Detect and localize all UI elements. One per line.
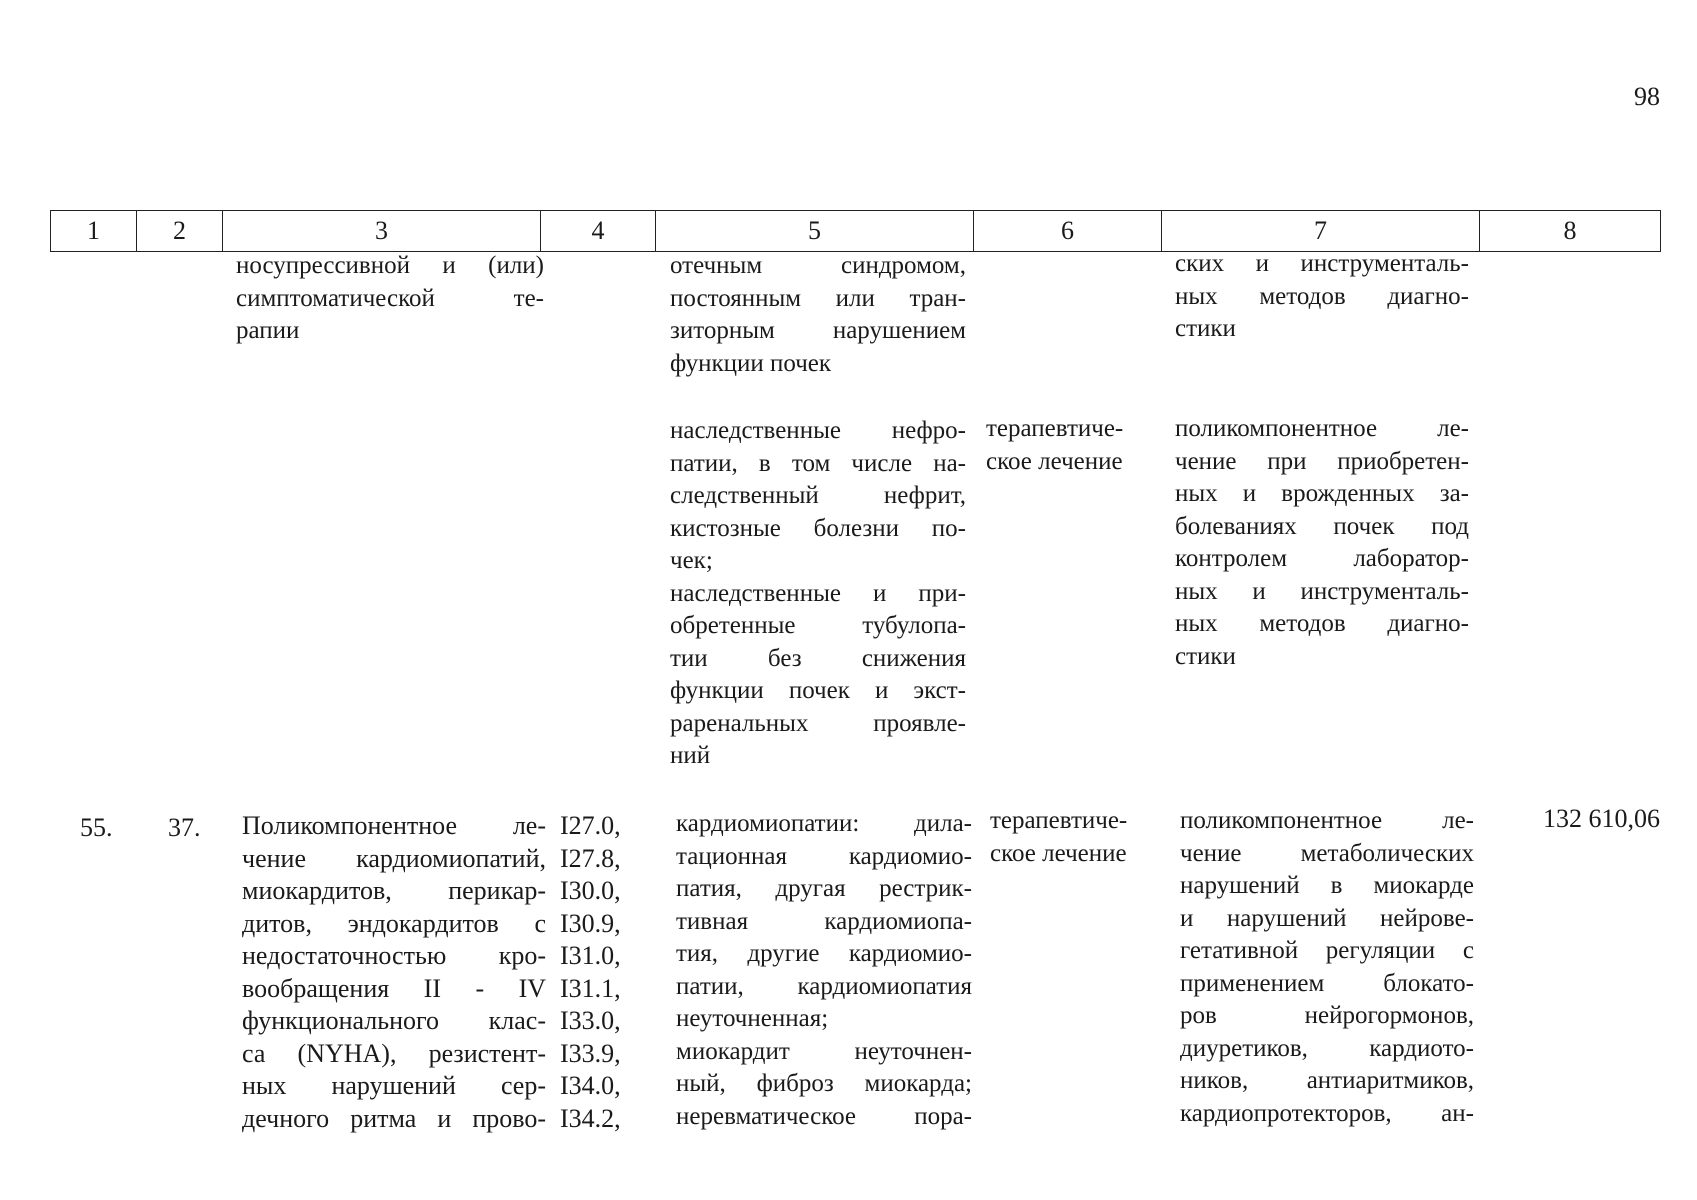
text-line: терапевтиче-: [990, 807, 1128, 834]
text-line: I30.9,: [560, 908, 621, 938]
text-line: функционального клас-: [242, 1006, 546, 1035]
text-line: раренальных проявле-: [670, 709, 966, 737]
text-line: и нарушений нейрове-: [1180, 904, 1474, 932]
column-header-row: [50, 210, 1661, 252]
continuation-col7-text: [1175, 248, 1469, 346]
text-line: са (NYHA), резистент-: [242, 1038, 546, 1068]
text-line: патия, другая рестрик-: [676, 875, 972, 902]
text-line: ных методов диагно-: [1175, 610, 1469, 637]
row55-col5-diagnosis: [676, 808, 972, 1133]
text-line: ных и инструменталь-: [1175, 577, 1469, 605]
text-line: диуретиков, кардиото-: [1180, 1034, 1474, 1062]
text-line: миокардитов, перикар-: [242, 876, 546, 905]
text-line: ных и врожденных за-: [1175, 480, 1469, 507]
text-line: ний: [670, 742, 711, 769]
text-line: I33.9,: [560, 1038, 621, 1068]
text-line: неуточненная;: [676, 1005, 829, 1032]
column-number-8: 8: [1480, 211, 1661, 252]
text-line: терапевтиче-: [986, 415, 1124, 442]
column-number-3: 3: [223, 211, 541, 252]
text-line: наследственные нефро-: [670, 417, 966, 444]
text-line: функции почек и экст-: [670, 677, 966, 704]
continuation-col3-text: [236, 250, 544, 348]
row55-number: 55.: [80, 813, 113, 842]
text-line: чек;: [670, 547, 713, 574]
text-line: дечного ритма и прово-: [242, 1103, 546, 1133]
text-line: постоянным или тран-: [670, 284, 966, 312]
text-line: обретенные тубулопа-: [670, 612, 966, 639]
text-line: Поликомпонентное ле-: [242, 811, 546, 840]
block2-col7-treatment-method: [1175, 413, 1469, 673]
text-line: функции почек: [670, 349, 832, 377]
text-line: чение метаболических: [1180, 839, 1474, 867]
text-line: отечным синдромом,: [670, 252, 966, 279]
column-number-2: 2: [137, 211, 223, 252]
text-line: симптоматической те-: [236, 284, 544, 312]
text-line: тационная кардиомио-: [676, 842, 972, 870]
text-line: I27.0,: [560, 811, 621, 840]
column-number-7: 7: [1162, 211, 1480, 252]
block2-col5-diagnosis: [670, 415, 966, 773]
row55-col6-treatment-type: [990, 805, 1150, 870]
continuation-col5-text: [670, 250, 966, 380]
text-line: I27.8,: [560, 843, 621, 873]
text-line: кардиопротекторов, ан-: [1180, 1099, 1474, 1127]
text-line: кистозные болезни по-: [670, 514, 966, 542]
text-line: ское лечение: [990, 839, 1127, 867]
text-line: рапии: [236, 317, 300, 344]
column-number-1: 1: [51, 211, 137, 252]
column-number-6: 6: [974, 211, 1162, 252]
row55-col3-method-name: [242, 810, 546, 1135]
text-line: нарушений в миокарде: [1180, 872, 1474, 899]
text-line: I33.0,: [560, 1006, 621, 1035]
text-line: ских и инструменталь-: [1175, 250, 1469, 277]
column-number-5: 5: [656, 211, 974, 252]
row55-group-number: 37.: [168, 813, 201, 842]
text-line: тивная кардиомиопа-: [676, 907, 972, 935]
text-line: I34.0,: [560, 1071, 621, 1100]
text-line: ров нейрогормонов,: [1180, 1002, 1474, 1029]
text-line: тии без снижения: [670, 644, 966, 672]
text-line: миокардит неуточнен-: [676, 1037, 972, 1065]
text-line: ных методов диагно-: [1175, 282, 1469, 310]
text-line: поликомпонентное ле-: [1175, 415, 1469, 442]
text-line: следственный нефрит,: [670, 482, 966, 509]
text-line: вообращения II - IV: [242, 973, 546, 1003]
text-line: болеваниях почек под: [1175, 512, 1469, 540]
block2-col6-treatment-type: [986, 413, 1146, 478]
row55-price: 132 610,06: [1543, 804, 1660, 833]
text-line: чение при приобретен-: [1175, 447, 1469, 475]
text-line: I31.1,: [560, 973, 621, 1003]
text-line: I34.2,: [560, 1103, 621, 1133]
text-line: ный, фиброз миокарда;: [676, 1070, 972, 1097]
text-line: стики: [1175, 315, 1236, 342]
text-line: I30.0,: [560, 876, 621, 905]
text-line: патии, кардиомиопатия: [676, 972, 972, 1000]
row55-col7-treatment-method: [1180, 805, 1474, 1130]
text-line: стики: [1175, 642, 1236, 670]
text-line: ников, антиаритмиков,: [1180, 1067, 1474, 1094]
text-line: зиторным нарушением: [670, 317, 966, 344]
text-line: наследственные и при-: [670, 579, 966, 607]
text-line: применением блокато-: [1180, 969, 1474, 997]
text-line: носупрессивной и (или): [236, 252, 544, 279]
text-line: ское лечение: [986, 447, 1123, 475]
text-line: чение кардиомиопатий,: [242, 843, 546, 873]
text-line: контролем лаборатор-: [1175, 545, 1469, 572]
page-number: 98: [1634, 82, 1660, 111]
text-line: гетативной регуляции с: [1180, 937, 1474, 964]
text-line: кардиомиопатии: дила-: [676, 810, 972, 837]
column-number-4: 4: [541, 211, 656, 252]
text-line: ных нарушений сер-: [242, 1071, 546, 1100]
text-line: поликомпонентное ле-: [1180, 807, 1474, 834]
text-line: I31.0,: [560, 941, 621, 970]
row55-col4-icd-codes: [560, 810, 660, 1135]
text-line: недостаточностью кро-: [242, 941, 546, 970]
text-line: патии, в том числе на-: [670, 449, 966, 477]
text-line: тия, другие кардиомио-: [676, 940, 972, 967]
text-line: дитов, эндокардитов с: [242, 908, 546, 938]
text-line: неревматическое пора-: [676, 1102, 972, 1130]
